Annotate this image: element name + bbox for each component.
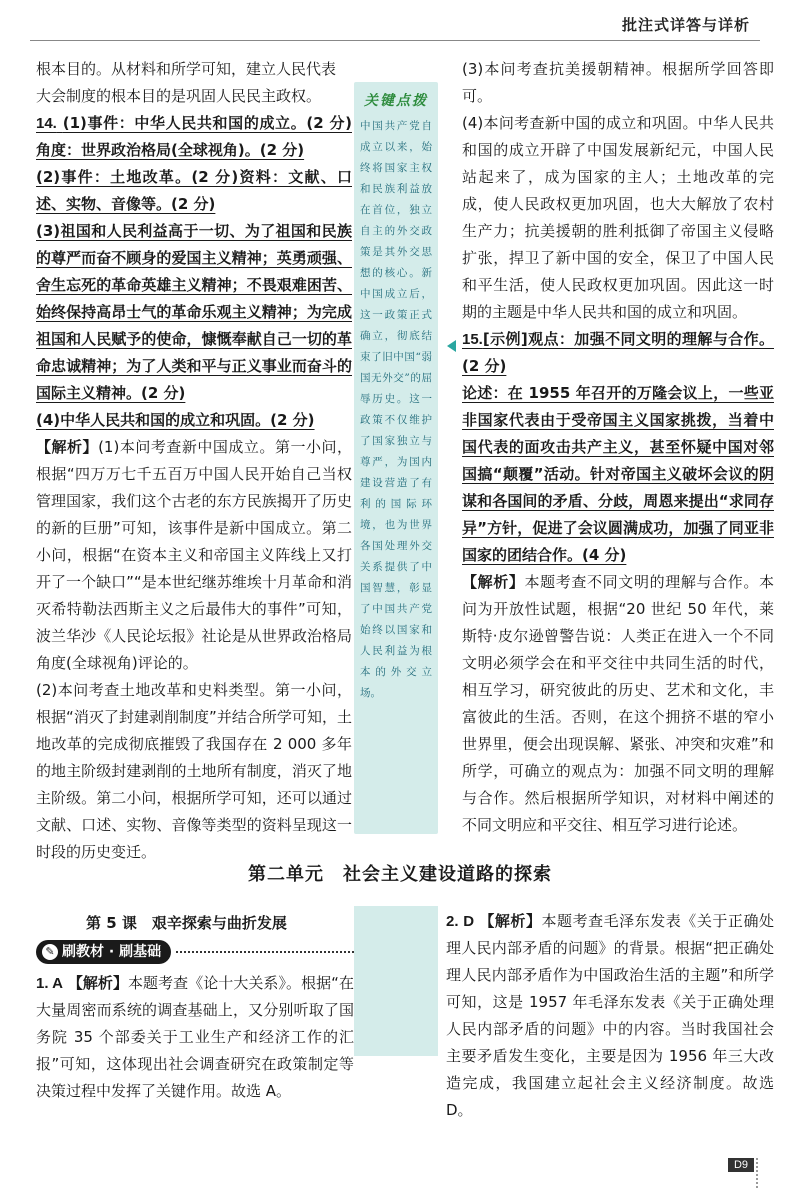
q14-right-3: (3)本问考查抗美援朝精神。根据所学回答即可。 [462,60,774,105]
sidebar-text: 中国共产党自成立以来，始终将国家主权和民族利益放在首位，独立自主的外交政策是其外交思想的核心。新中国成立后，这一政策正式确立，彻底结束了旧中国“弱国无外交”的屈辱历史。这一政策不仅维护了国家独立与尊严，为国内建设营造了有利的国际环境，也为世界各国处理外交关系提供了中国智慧，彰显了中国共产党始终以国家和人民利益为根本的外交立场。 [360,120,432,699]
q14-answer-3: (3)祖国和人民利益高于一切、为了祖国和民族的尊严而奋不顾身的爱国主义精神；英勇顽强、舍生忘死的革命英雄主义精神；不畏艰难困苦、始终保持高昂士气的革命乐观主义精神；为完成祖国和人民赋予的使命，慷慨奉献自己一切的革命忠诚精神；为了人类和平与正义事业而奋斗的国际主义精神。(2 分) [36,222,352,402]
q14-analysis-1: 【解析】(1)本问考查新中国成立。第一小问，根据“四万万七千五百万中国人民开始自己当权管理国家，我们这个古老的东方民族揭开了历史的新的巨册”可知，该事件是新中国成立。第二小问，根据“在资本主义和帝国主义阵线上又打开了一个缺口”“是本世纪继苏维埃十月革命和消灭希特勒法西斯主义之后最伟大的事件”可知，波兰华沙《人民论坛报》社论是从世界政治格局角度(全球视角)评论的。 [36,438,352,672]
q14-answer-1: 14. (1)事件：中华人民共和国的成立。(2 分)角度：世界政治格局(全球视角)。(2 分) [36,114,352,159]
q15-argument: 论述：在 1955 年召开的万隆会议上，一些亚非国家代表由于受帝国主义国家挑拨，当着中国代表的面攻击共产主义，甚至怀疑中国对邻国搞“颠覆”活动。针对帝国主义破坏会议的阴谋和各国间的矛盾、分歧，周恩来提出“求同存异”方针，促进了会议圆满成功，加强了同亚非国家的团结合作。(4 分) [462,384,774,564]
lesson-title: 第 5 课 艰辛探索与曲折发展 [86,914,287,932]
header-title: 批注式详答与详析 [621,16,750,34]
section-banner [36,940,354,964]
q15-number: 15. [462,331,483,348]
q14-answer-4: (4)中华人民共和国的成立和巩固。(2 分) [36,411,315,429]
page-edge-dots [756,1158,770,1188]
q1-block [36,970,354,1105]
q15-analysis: 【解析】本题考查不同文明的理解与合作。本问为开放性试题，根据“20 世纪 50 年代，莱斯特·皮尔逊曾警告说：人类正在进入一个不同文明必须学会在和平交往中共同生活的时代，相互学习，研究彼此的历史、艺术和文化，丰富彼此的生活。否则，在这个拥挤不堪的窄小世界里，便会出现误解、紧张、冲突和灾难”和所学，可确立的观点为：加强不同文明的理解与合作。然后根据所学知识，对材料中阐述的不同文明应和平交往、相互学习进行论述。 [462,573,774,834]
left-column [36,56,352,866]
banner-divider [176,951,354,953]
sidebar-title: 关键点拨 [364,93,428,109]
q1-answer: 1. A 【解析】本题考查《论十大关系》。根据“在大量周密而系统的调查基础上，又分别听取了国务院 35 个部委关于工业生产和经济工作的汇报”可知，这体现出社会调查研究在政策制定等决策过程中发挥了关键作用。故选 A。 [36,974,354,1100]
banner-label: 刷教材 · 刷基础 [62,944,162,960]
q14-analysis-2: (2)本问考查土地改革和史料类型。第一小问，根据“消灭了封建剥削制度”并结合所学可知，土地改革的完成彻底摧毁了我国存在 2 000 多年的地主阶级封建剥削的土地所有制度，消灭了地主阶级。第二小问，根据所学可知，还可以通过文献、口述、实物、音像等类型的资料呈现这一时段的历史变迁。 [36,681,352,861]
brush-icon: ✎ [42,944,58,960]
banner-pill [36,940,171,964]
q14-right-4: (4)本问考查新中国的成立和巩固。中华人民共和国的成立开辟了中国发展新纪元，中国人民站起来了，成为国家的主人；土地改革的完成，使人民政权更加巩固，也大大解放了农村生产力；抗美援朝的胜利抵御了帝国主义侵略扩张，捍卫了新中国的安全，保卫了中国人民和平生活，使人民政权更加巩固。因此这一时期的主题是中华人民共和国的成立和巩固。 [462,114,774,321]
right-column [462,56,774,839]
analysis-tag: 【解析】 [36,438,99,456]
q15-view: 15.[示例]观点：加强不同文明的理解与合作。(2 分) [462,330,774,375]
sidebar-lower-strip [354,906,438,1056]
q2-block [446,908,774,1124]
q1-number: 1. A [36,975,63,992]
q14-answer [36,110,352,434]
unit-title: 第二单元 社会主义建设道路的探索 [248,864,552,885]
key-tips-sidebar [354,82,438,834]
page-number: D9 [728,1158,754,1172]
intro-line-1: 根本目的。从材料和所学可知，建立人民代表 [36,60,337,78]
q2-answer: 2. D 【解析】本题考查毛泽东发表《关于正确处理人民内部矛盾的问题》的背景。根据“把正确处理人民内部矛盾作为中国政治生活的主题”和所学可知，这是 1957 年毛泽东发表《关于正确处理人民内部矛盾的问题》中的内容。当时我国社会主要矛盾发生变化，主要是因为 1956 年三大改造完成，我国建立起社会主义经济制度。故选 D。 [446,912,774,1119]
q14-answer-2: (2)事件：土地改革。(2 分)资料：文献、口述、实物、音像等。(2 分) [36,168,352,213]
header-divider [30,40,760,41]
q14-number: 14. [36,115,57,132]
intro-line-2: 大会制度的根本目的是巩固人民民主政权。 [36,87,322,105]
q2-number: 2. D [446,913,475,930]
pointer-arrow-icon [447,340,456,352]
